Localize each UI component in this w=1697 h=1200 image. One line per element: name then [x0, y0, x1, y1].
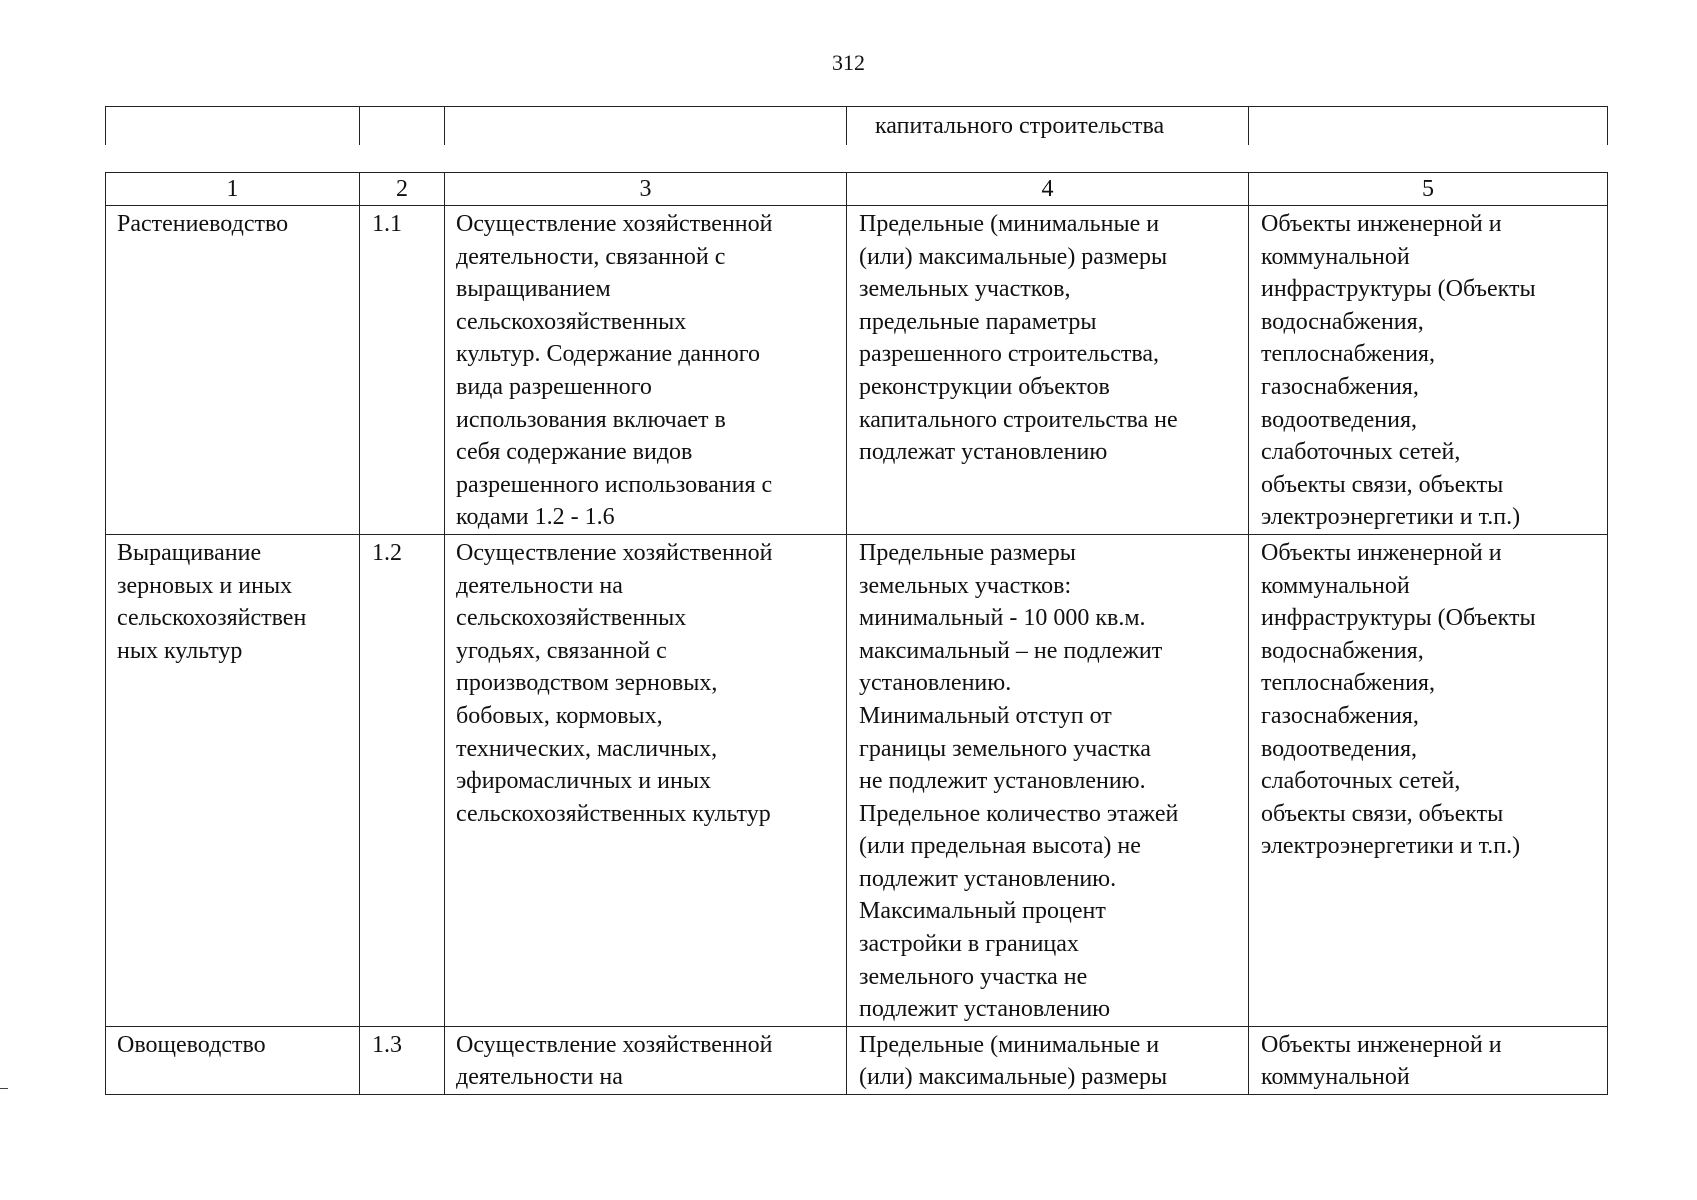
land-use-table: [105, 172, 1608, 1095]
parameters-cell: Предельные (минимальные и (или) максимальные) размеры: [847, 1026, 1249, 1094]
parameters-cell: Предельные (минимальные и (или) максимальные) размеры земельных участков, предельные параметры разрешенного строительства, реконструкции объектов капитального строительства не подлежат установлению: [847, 206, 1249, 535]
scan-edge-mark: [0, 1088, 8, 1089]
header-row: [106, 173, 1608, 206]
header-col-2: 2: [360, 173, 445, 206]
use-description-cell: Осуществление хозяйственной деятельности на: [445, 1026, 847, 1094]
table-row: [106, 534, 1608, 1026]
use-code-cell: 1.1: [360, 206, 445, 535]
continuation-cell-3: [445, 107, 847, 146]
use-name-cell: Овощеводство: [106, 1026, 360, 1094]
use-name-cell: Выращивание зерновых и иных сельскохозяйствен ных культур: [106, 534, 360, 1026]
header-col-1: 1: [106, 173, 360, 206]
header-col-5: 5: [1249, 173, 1608, 206]
auxiliary-uses-cell: Объекты инженерной и коммунальной: [1249, 1026, 1608, 1094]
continuation-cell-2: [360, 107, 445, 146]
continuation-cell-4: капитального строительства: [847, 107, 1249, 146]
continuation-cell-5: [1249, 107, 1608, 146]
page-number: 312: [832, 50, 865, 75]
use-name-cell: Растениеводство: [106, 206, 360, 535]
table-row: [106, 206, 1608, 535]
use-description-cell: Осуществление хозяйственной деятельности, связанной с выращиванием сельскохозяйственных культур. Содержание данного вида разрешенного использования включает в себя содержание видов разрешенного использования с кодами 1.2 - 1.6: [445, 206, 847, 535]
continuation-row: [106, 107, 1608, 146]
use-description-cell: Осуществление хозяйственной деятельности на сельскохозяйственных угодьях, связанной с производством зерновых, бобовых, кормовых, технических, масличных, эфиромасличных и иных сельскохозяйственных культур: [445, 534, 847, 1026]
use-code-cell: 1.2: [360, 534, 445, 1026]
continuation-cell-1: [106, 107, 360, 146]
use-code-cell: 1.3: [360, 1026, 445, 1094]
header-col-4: 4: [847, 173, 1249, 206]
auxiliary-uses-cell: Объекты инженерной и коммунальной инфраструктуры (Объекты водоснабжения, теплоснабжения, газоснабжения, водоотведения, слаботочных сетей, объекты связи, объекты электроэнергетики и т.п.): [1249, 534, 1608, 1026]
continuation-row-table: [105, 106, 1608, 145]
table-row: [106, 1026, 1608, 1094]
parameters-cell: Предельные размеры земельных участков: минимальный - 10 000 кв.м. максимальный – не подлежит установлению. Минимальный отступ от границы земельного участка не подлежит установлению. Предельное количество этажей (или предельная высота) не подлежит установлению. Максимальный процент застройки в границах земельного участка не подлежит установлению: [847, 534, 1249, 1026]
header-col-3: 3: [445, 173, 847, 206]
auxiliary-uses-cell: Объекты инженерной и коммунальной инфраструктуры (Объекты водоснабжения, теплоснабжения, газоснабжения, водоотведения, слаботочных сетей, объекты связи, объекты электроэнергетики и т.п.): [1249, 206, 1608, 535]
